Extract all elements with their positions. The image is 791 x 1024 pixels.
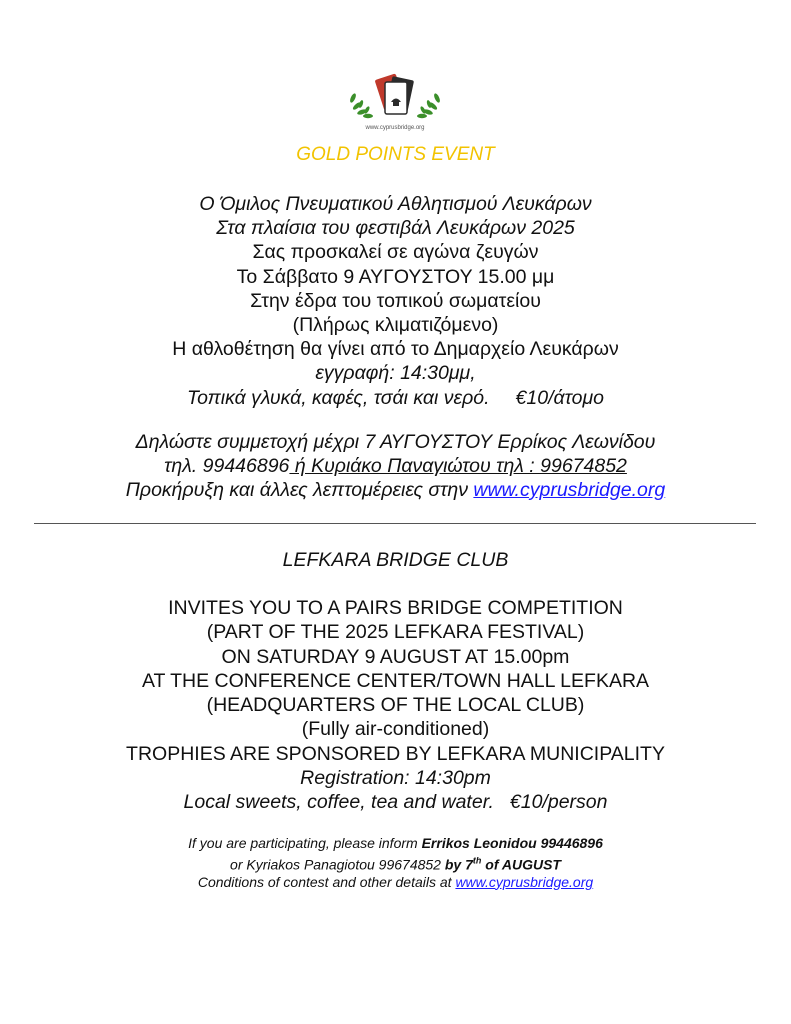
- logo-url-text: www.cyprusbridge.org: [365, 125, 425, 131]
- footer-contact: [0, 835, 791, 891]
- greek-contact-line1: Δηλώστε συμμετοχή μέχρι 7 ΑΥΓΟΥΣΤΟΥ Ερρίκος Λεωνίδου: [135, 431, 656, 453]
- english-line: TROPHIES ARE SPONSORED BY LEFKARA MUNICIPALITY: [126, 742, 665, 765]
- event-title: GOLD POINTS EVENT: [296, 144, 495, 165]
- footer-erikos: Errikos Leonidou 99446896: [421, 835, 603, 851]
- greek-line: Ο Όμιλος Πνευματικού Αθλητισμού Λευκάρων: [199, 193, 592, 215]
- greek-line: Στην έδρα του τοπικού σωματείου: [250, 289, 541, 312]
- greek-registration: εγγραφή: 14:30μμ,: [315, 362, 476, 385]
- greek-refreshments: Τοπικά γλυκά, καφές, τσάι και νερό.: [186, 386, 490, 409]
- greek-details-line: [0, 478, 791, 502]
- greek-price: €10/άτομο: [515, 386, 605, 409]
- greek-details-text: Προκήρυξη και άλλες λεπτομέρειες στην: [125, 479, 474, 501]
- footer-kyriakos: or Kyriakos Panagiotou 99674852: [230, 856, 445, 873]
- greek-line: Στα πλαίσια του φεστιβάλ Λευκάρων 2025: [216, 217, 575, 240]
- footer-line3: [0, 874, 791, 892]
- cyprus-bridge-logo: [335, 68, 455, 140]
- greek-contact: [0, 430, 791, 502]
- english-line: ON SATURDAY 9 AUGUST AT 15.00pm: [221, 645, 570, 668]
- footer-deadline-a: by 7: [444, 856, 473, 873]
- greek-website-link[interactable]: www.cyprusbridge.org: [473, 479, 666, 501]
- greek-line: Το Σάββατο 9 ΑΥΓΟΥΣΤΟΥ 15.00 μμ: [236, 265, 555, 288]
- greek-announcement: [0, 192, 791, 410]
- english-price: €10/person: [509, 791, 608, 814]
- greek-line: Σας προσκαλεί σε αγώνα ζευγών: [252, 241, 539, 264]
- greek-line: Η αθλοθέτηση θα γίνει από το Δημαρχείο Λευκάρων: [172, 338, 619, 361]
- greek-refreshments-line: [0, 386, 791, 410]
- english-refreshments-line: [0, 790, 791, 814]
- english-line: (Fully air-conditioned): [301, 718, 490, 741]
- english-line: (HEADQUARTERS OF THE LOCAL CLUB): [206, 694, 585, 717]
- greek-phone-kyriakos: ή Κυριάκο Παναγιώτου τηλ : 99674852: [289, 455, 627, 477]
- greek-contact-line2: [0, 454, 791, 478]
- footer-inform-text: If you are participating, please inform: [188, 835, 422, 851]
- section-divider: [34, 523, 756, 524]
- english-line: (PART OF THE 2025 LEFKARA FESTIVAL): [206, 621, 585, 644]
- english-announcement: [0, 596, 791, 815]
- greek-phone-erikos: τηλ. 99446896: [164, 455, 290, 477]
- club-name: LEFKARA BRIDGE CLUB: [282, 549, 509, 571]
- english-line: INVITES YOU TO A PAIRS BRIDGE COMPETITION: [168, 597, 623, 619]
- footer-deadline-b: of AUGUST: [481, 856, 561, 873]
- footer-deadline-sup: th: [472, 855, 482, 866]
- footer-details-text: Conditions of contest and other details at: [197, 873, 456, 890]
- english-registration: Registration: 14:30pm: [300, 767, 491, 790]
- english-line: AT THE CONFERENCE CENTER/TOWN HALL LEFKARA: [141, 669, 650, 692]
- greek-line: (Πλήρως κλιματιζόμενο): [292, 314, 499, 337]
- footer-line2: [0, 853, 791, 874]
- english-refreshments: Local sweets, coffee, tea and water.: [183, 791, 494, 814]
- footer-line1: [0, 835, 791, 853]
- footer-website-link[interactable]: www.cyprusbridge.org: [455, 873, 594, 890]
- cards-laurel-icon: [335, 68, 455, 126]
